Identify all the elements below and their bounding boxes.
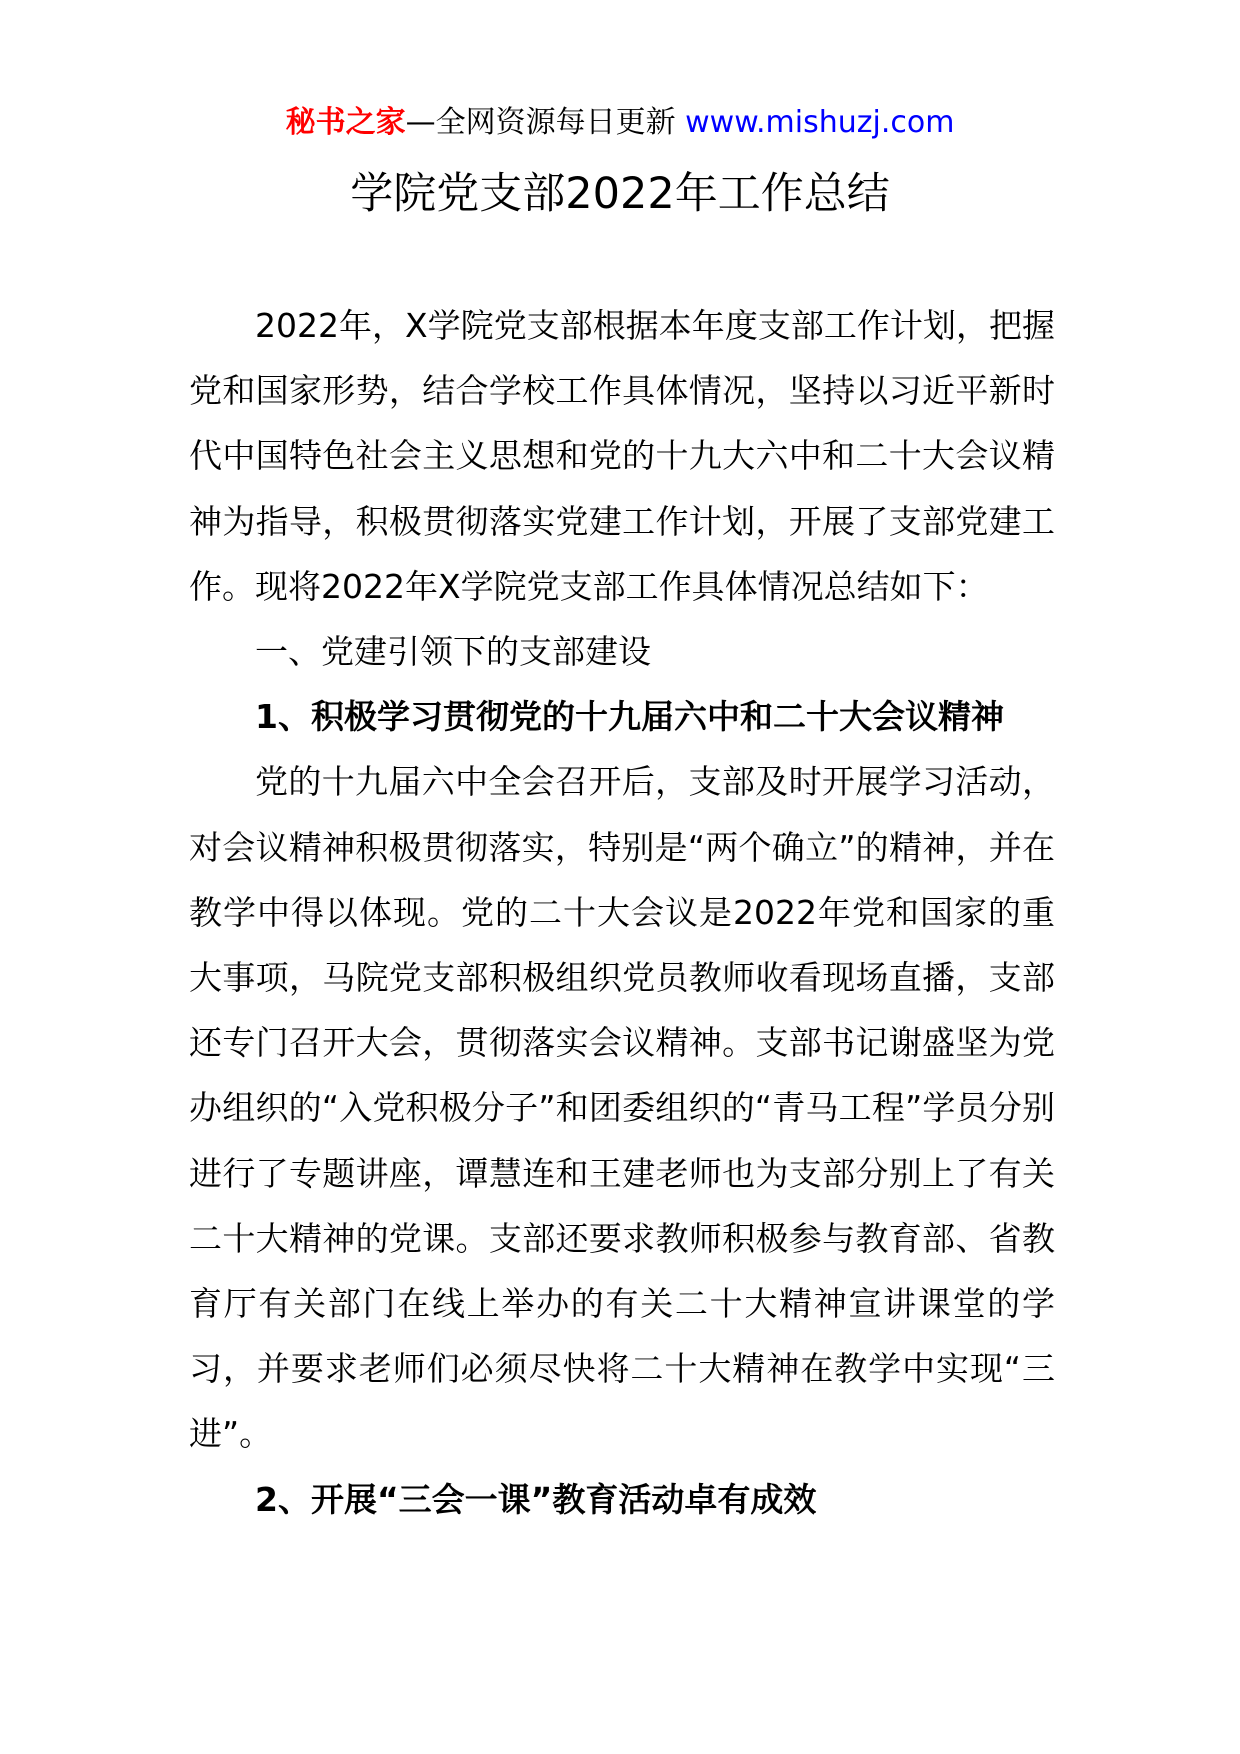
watermark-header xyxy=(0,103,1240,143)
subsection-heading-1: 1、积极学习贯彻党的十九届六中和二十大会议精神 xyxy=(255,697,1004,737)
section-heading-1: 一、党建引领下的支部建设 xyxy=(255,632,651,672)
subsection-heading-2: 2、开展“三会一课”教育活动卓有成效 xyxy=(255,1479,817,1519)
document-title: 学院党支部2022年工作总结 xyxy=(350,169,890,219)
body-paragraph-1: 党的十九届六中全会召开后，支部及时开展学习活动，对会议精神积极贯彻落实，特别是“两个确立”的精神，并在教学中得以体现。党的二十大会议是2022年党和国家的重大事项，马院党支部积极组织党员教师收看现场直播，支部还专门召开大会，贯彻落实会议精神。支部书记谢盛坚为党办组织的“入党积极分子”和团委组织的“青马工程”学员分别进行了专题讲座，谭慧连和王建老师也为支部分别上了有关二十大精神的党课。支部还要求教师积极参与教育部、省教育厅有关部门在线上举办的有关二十大精神宣讲课堂的学习，并要求老师们必须尽快将二十大精神在教学中实现“三进”。 xyxy=(189,762,1055,1454)
brand-name: 秘书之家 xyxy=(285,105,406,140)
header-tagline: —全网资源每日更新 xyxy=(405,105,686,140)
intro-paragraph: 2022年，X学院党支部根据本年度支部工作计划，把握党和国家形势，结合学校工作具体情况，坚持以习近平新时代中国特色社会主义思想和党的十九大六中和二十大会议精神为指导，积极贯彻落实党建工作计划，开展了支部党建工作。现将2022年X学院党支部工作具体情况总结如下： xyxy=(189,306,1055,606)
document-body xyxy=(189,293,1055,1532)
site-url: www.mishuzj.com xyxy=(685,105,955,140)
